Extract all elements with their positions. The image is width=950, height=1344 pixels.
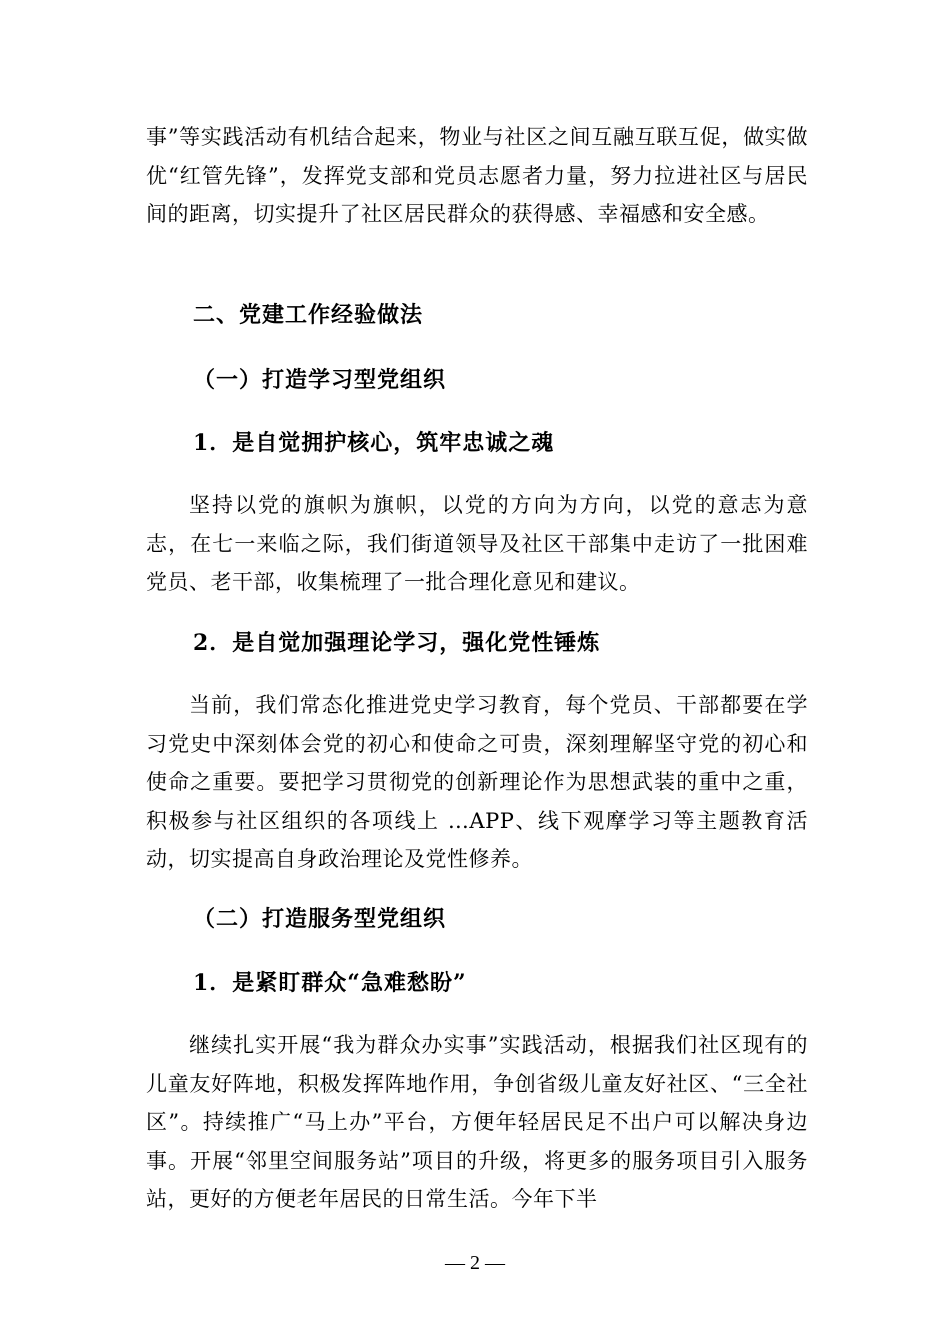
subsection-heading-learning: （一）打造学习型党组织	[193, 367, 447, 393]
item-body-theory-study: 当前，我们常态化推进党史学习教育，每个党员、干部都要在学习党史中深刻体会党的初心和使命之可贵，深刻理解坚守党的初心和使命之重要。要把学习贯彻党的创新理论作为思想武装的重中之重，积极参与社区组织的各项线上 …APP、线下观摩学习等主题教育活动，切实提高自身政治理论及党性修养。	[146, 693, 808, 871]
subsection-heading-service: （二）打造服务型党组织	[193, 906, 447, 932]
item-heading-loyalty: 1．是自觉拥护核心，筑牢忠诚之魂	[193, 430, 555, 456]
intro-continuation-paragraph: 事”等实践活动有机结合起来，物业与社区之间互融互联互促，做实做优“红管先锋”，发挥党支部和党员志愿者力量，努力拉进社区与居民间的距离，切实提升了社区居民群众的获得感、幸福感和安全感。	[146, 125, 808, 226]
item-heading-urgent-needs: 1．是紧盯群众“急难愁盼”	[193, 970, 467, 996]
item-body-urgent-needs: 继续扎实开展“我为群众办实事”实践活动，根据我们社区现有的儿童友好阵地，积极发挥阵地作用，争创省级儿童友好社区、“三全社区”。持续推广“马上办”平台，方便年轻居民足不出户可以解决身边事。开展“邻里空间服务站”项目的升级，将更多的服务项目引入服务站，更好的方便老年居民的日常生活。今年下半	[146, 1033, 808, 1211]
section-heading: 二、党建工作经验做法	[193, 302, 424, 328]
item-heading-theory-study: 2．是自觉加强理论学习，强化党性锤炼	[193, 630, 601, 656]
item-body-loyalty: 坚持以党的旗帜为旗帜，以党的方向为方向，以党的意志为意志，在七一来临之际，我们街道领导及社区干部集中走访了一批困难党员、老干部，收集梳理了一批合理化意见和建议。	[146, 493, 808, 594]
page-number: — 2 —	[445, 1252, 505, 1274]
